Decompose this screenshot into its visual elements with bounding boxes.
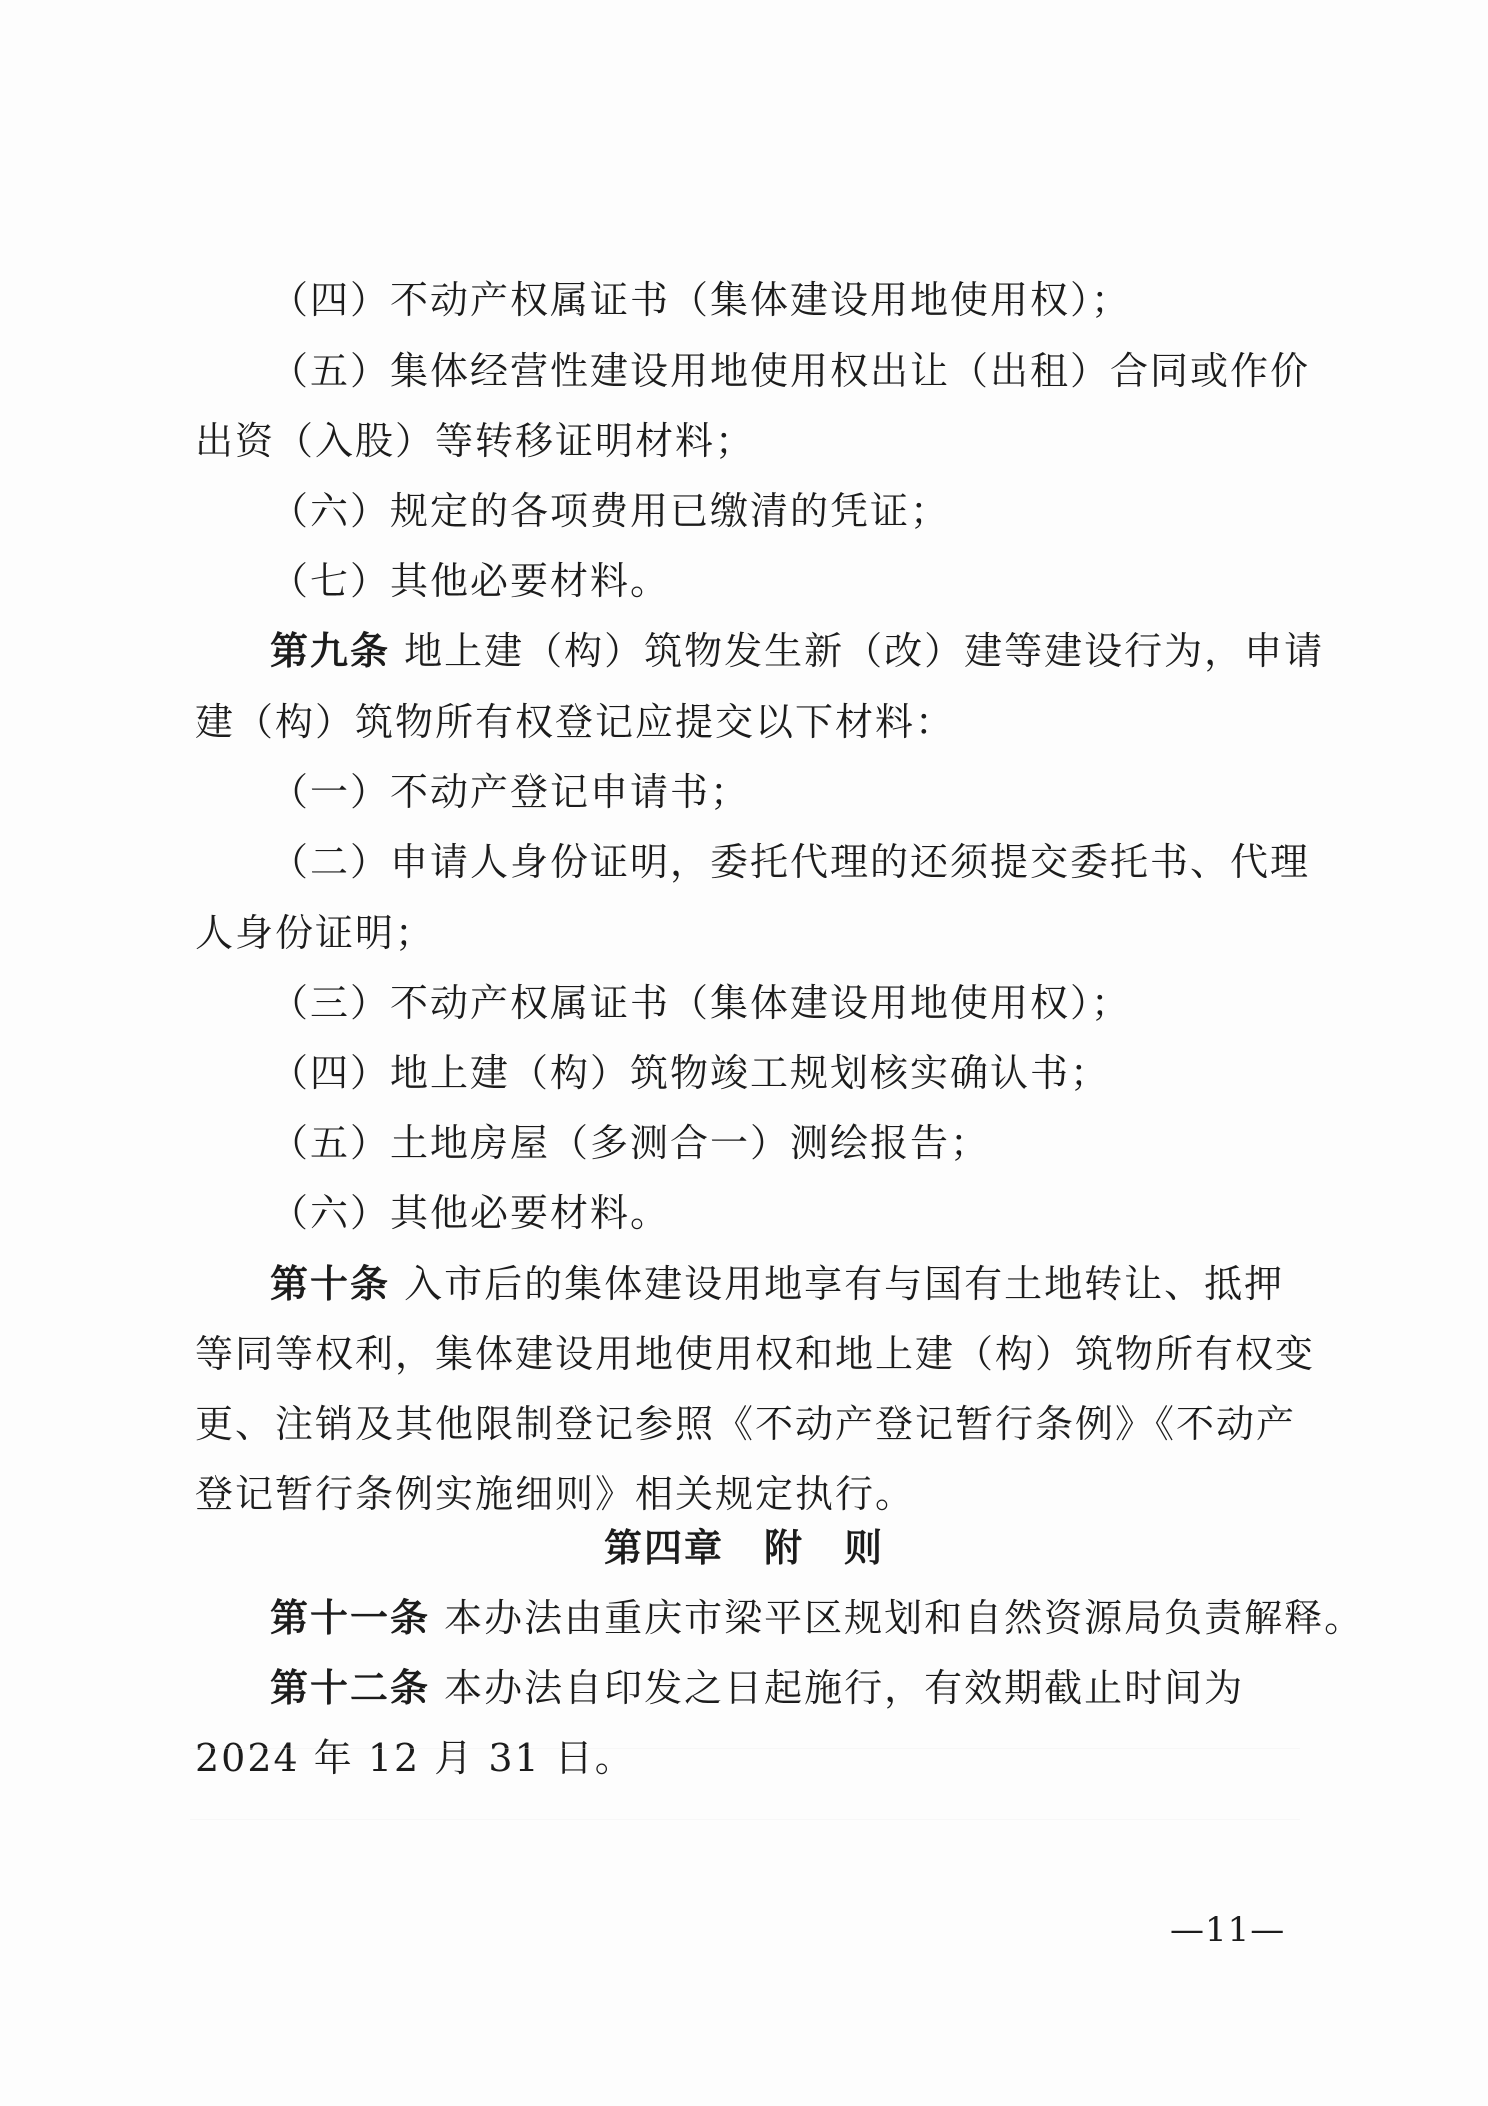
article-text: 本办法自印发之日起施行，有效期截止时间为 (444, 1666, 1245, 1710)
article-text-continuation: 更、注销及其他限制登记参照《不动产登记暂行条例》《不动产 (195, 1402, 1297, 1446)
article-label: 第十二条 (270, 1666, 431, 1710)
page-number: —11— (1170, 1910, 1286, 1950)
chapter-title: 第四章 附 则 (603, 1526, 884, 1570)
list-item: （六）规定的各项费用已缴清的凭证； (270, 489, 951, 533)
list-item: （一）不动产登记申请书； (270, 770, 751, 814)
list-item: （六）其他必要材料。 (270, 1191, 671, 1235)
article-12 (270, 1663, 1244, 1713)
list-item: （七）其他必要材料。 (270, 559, 671, 603)
bleed-through-shadow (190, 1748, 1300, 1820)
list-item: （三）不动产权属证书（集体建设用地使用权）； (270, 981, 1132, 1025)
article-text: 入市后的集体建设用地享有与国有土地转让、抵押 (404, 1262, 1285, 1306)
list-item: （五）土地房屋（多测合一）测绘报告； (270, 1121, 991, 1165)
article-text-continuation: 登记暂行条例实施细则》相关规定执行。 (195, 1472, 916, 1516)
list-item: （二）申请人身份证明，委托代理的还须提交委托书、代理 (270, 840, 1311, 884)
article-text-continuation: 2024 年 12 月 31 日。 (195, 1736, 635, 1780)
article-label: 第九条 (270, 629, 391, 673)
article-text: 地上建（构）筑物发生新（改）建等建设行为，申请 (404, 629, 1325, 673)
article-text-continuation: 等同等权利，集体建设用地使用权和地上建（构）筑物所有权变 (195, 1332, 1316, 1376)
list-item: （五）集体经营性建设用地使用权出让（出租）合同或作价 (270, 349, 1311, 393)
list-item-continuation: 人身份证明； (195, 911, 436, 955)
list-item-continuation: 出资（入股）等转移证明材料； (195, 419, 756, 463)
list-item: （四）不动产权属证书（集体建设用地使用权）； (270, 278, 1132, 322)
list-item: （四）地上建（构）筑物竣工规划核实确认书； (270, 1051, 1111, 1095)
article-text: 本办法由重庆市梁平区规划和自然资源局负责解释。 (444, 1596, 1365, 1640)
article-11 (270, 1593, 1364, 1643)
article-10 (270, 1259, 1284, 1309)
article-9 (270, 626, 1324, 676)
article-label: 第十条 (270, 1262, 391, 1306)
article-text-continuation: 建（构）筑物所有权登记应提交以下材料： (195, 700, 956, 744)
article-label: 第十一条 (270, 1596, 431, 1640)
